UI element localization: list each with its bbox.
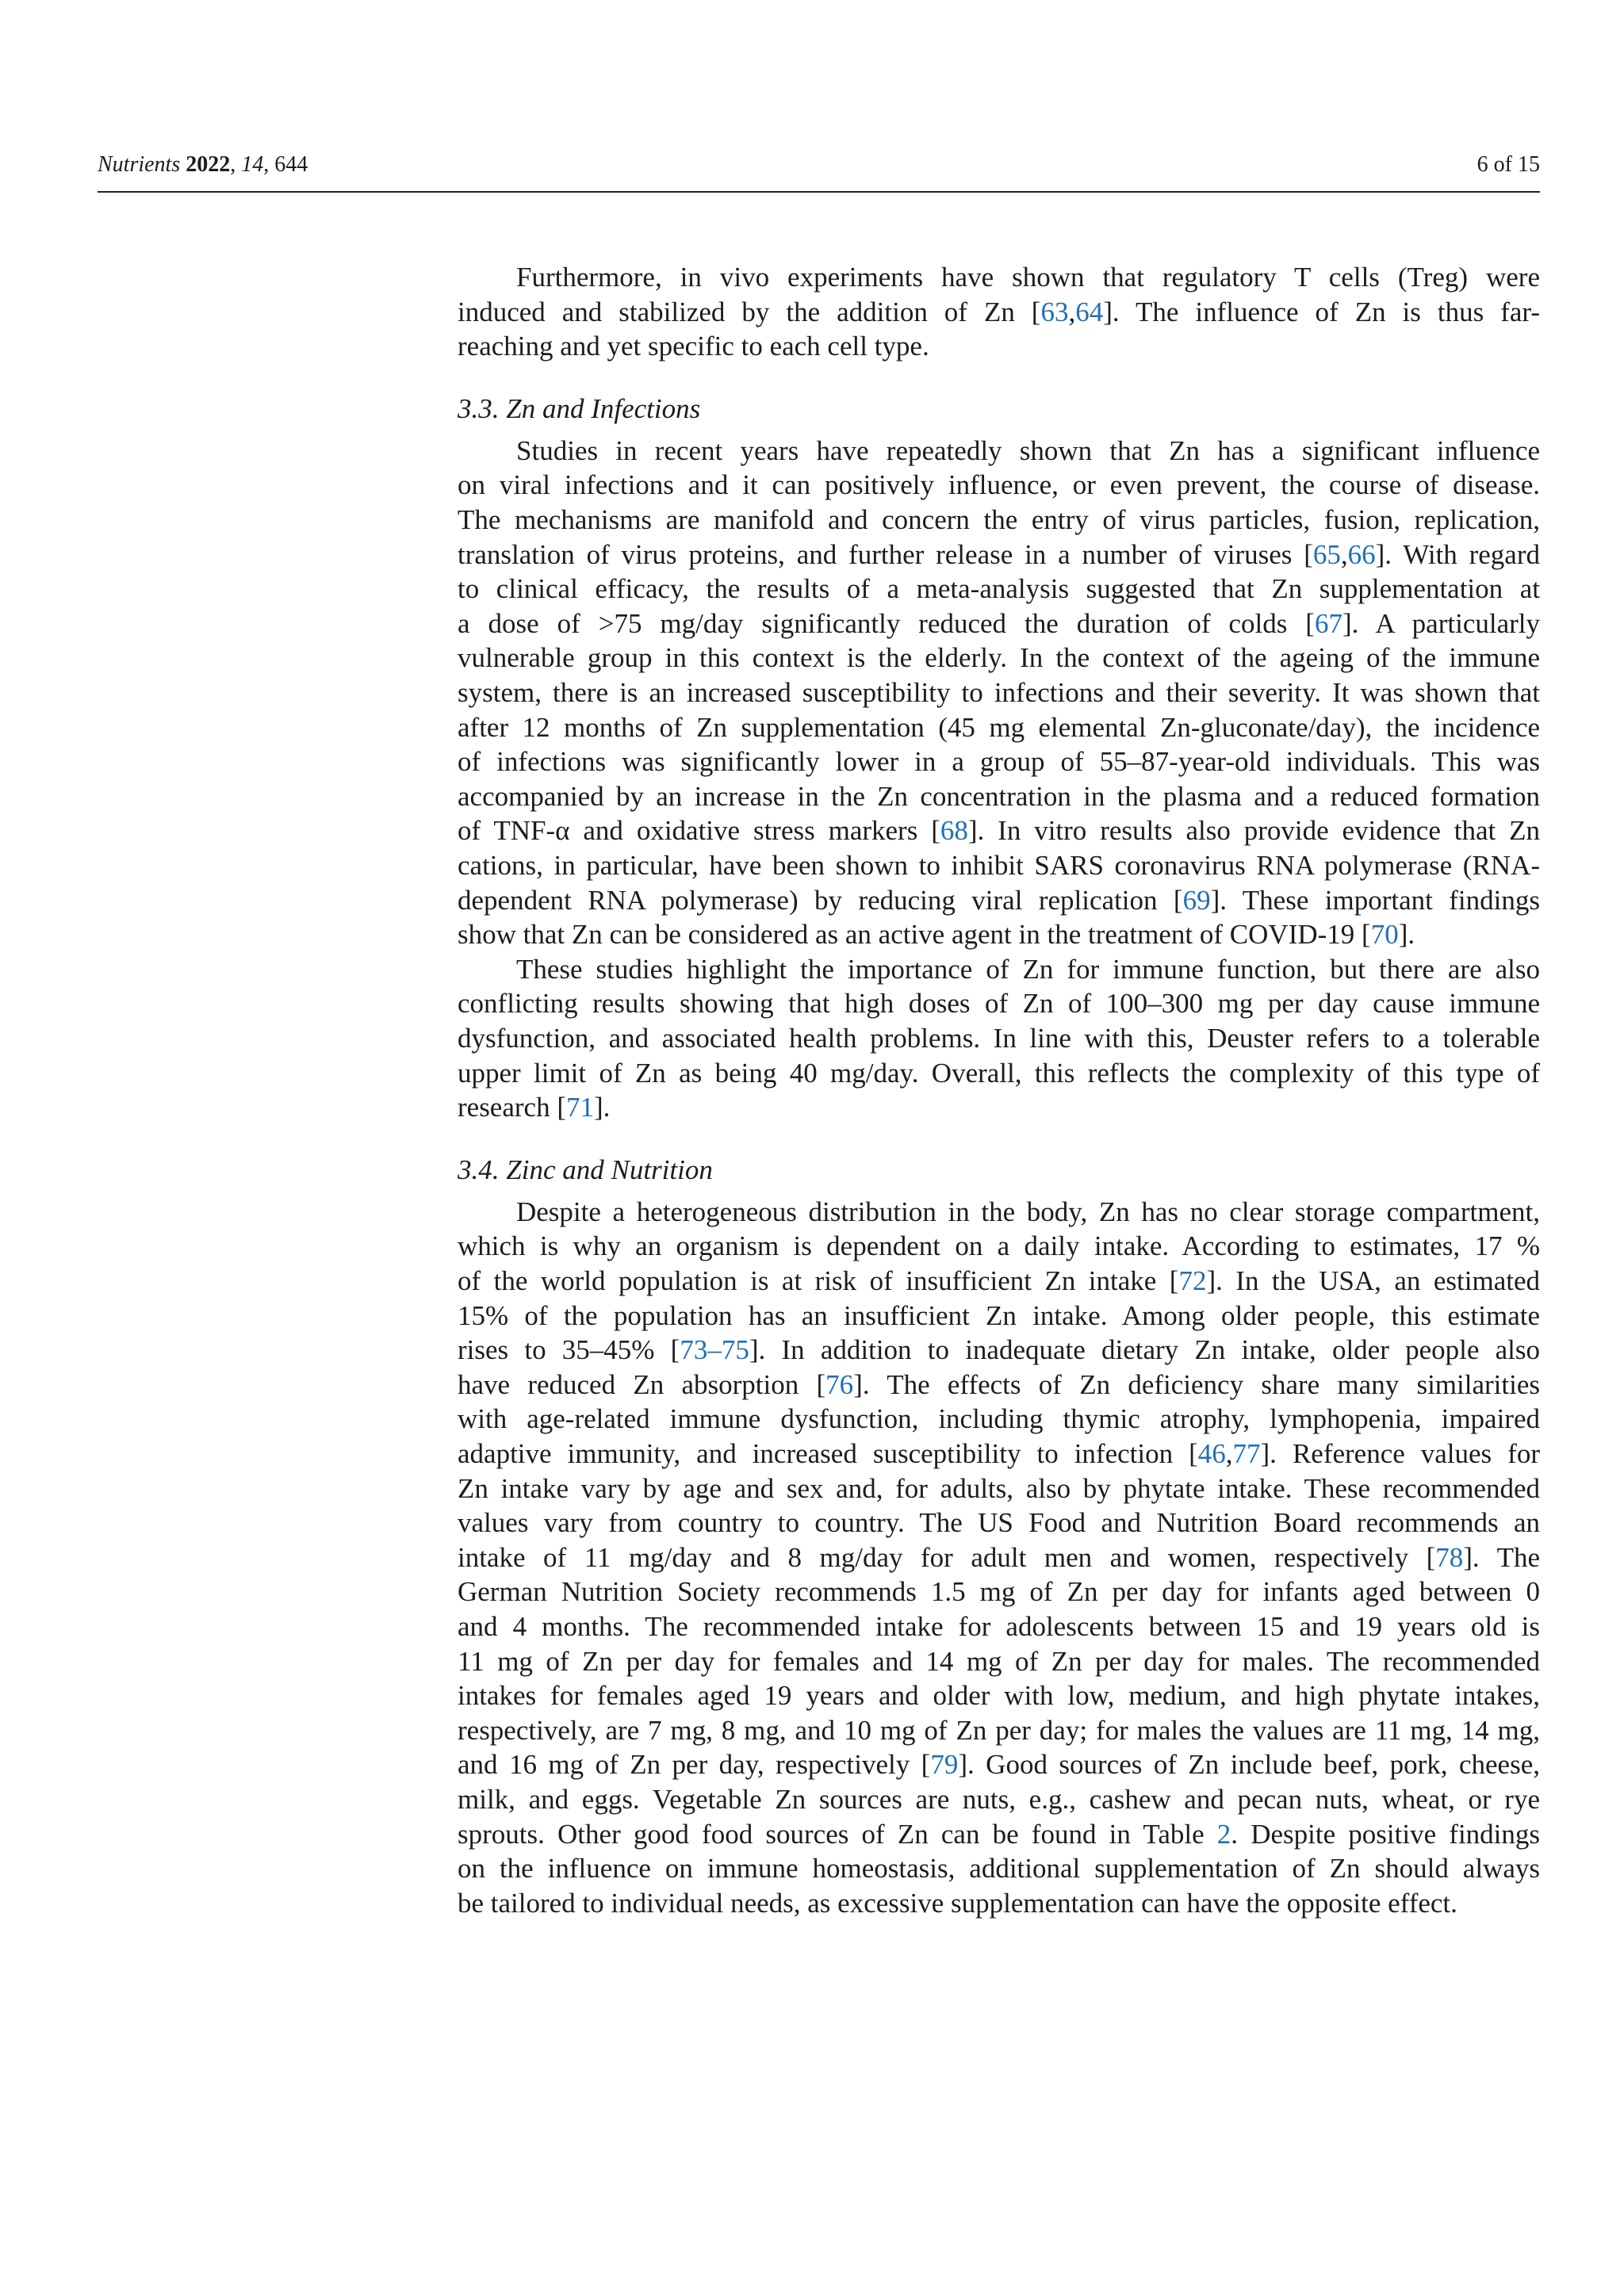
citation-link[interactable]: 46 [1197,1438,1226,1469]
line-text: adaptive immunity, and increased susceptibility to infection [ [458,1438,1198,1469]
text-line [458,710,1540,745]
citation-link[interactable]: 66 [1347,538,1376,570]
text-line [458,1678,1540,1713]
citation-link[interactable]: 70 [1370,919,1399,951]
line-text: These studies highlight the importance of Zn for immune function, but there are also [516,953,1540,985]
line-text: conflicting results showing that high doses of Zn of 100–300 mg per day cause immune [458,988,1540,1020]
line-text: . Despite positive findings [1231,1818,1541,1850]
line-text: reaching and yet specific to each cell type. [458,331,929,362]
citation-link[interactable]: 67 [1314,607,1342,639]
line-text: sprouts. Other good food sources of Zn can be found in Table [458,1818,1217,1850]
text-line [458,917,1540,952]
line-text: to clinical efficacy, the results of a meta-analysis suggested that Zn supplementation at [458,573,1540,605]
volume-number: 14 [241,152,264,177]
line-text: intakes for females aged 19 years and older with low, medium, and high phytate intakes, [458,1680,1540,1712]
line-text: Zn intake vary by age and sex and, for adults, also by phytate intake. These recommended [458,1472,1540,1504]
line-text: research [ [458,1092,566,1123]
text-line [458,1195,1540,1230]
text-line [458,260,1540,295]
line-text: after 12 months of Zn supplementation (45 mg elemental Zn-gluconate/day), the incidence [458,711,1540,743]
line-text: with age-related immune dysfunction, including thymic atrophy, lymphopenia, impaired [458,1403,1540,1435]
citation-link[interactable]: 73–75 [680,1334,749,1366]
line-text: Furthermore, in vivo experiments have shown that regulatory T cells (Treg) were [516,262,1540,293]
text-line [458,1264,1540,1299]
text-line [458,986,1540,1021]
citation-link[interactable]: 77 [1232,1438,1261,1469]
text-line [458,744,1540,779]
line-text: ]. [593,1092,611,1123]
line-text: , [1225,1438,1233,1469]
citation-link[interactable]: 72 [1178,1265,1207,1297]
line-text: accompanied by an increase in the Zn concentration in the plasma and a reduced formation [458,780,1540,812]
line-text: dysfunction, and associated health problems. In line with this, Deuster refers to a tolerable [458,1022,1540,1054]
line-text: ]. These important findings [1210,884,1540,916]
line-text: ]. [1398,919,1415,951]
line-text: ]. A particularly [1342,607,1540,639]
text-line [458,1609,1540,1644]
text-line [458,434,1540,469]
line-text: values vary from country to country. The US Food and Nutrition Board recommends an [458,1507,1540,1539]
text-line [458,1506,1540,1540]
line-text: dependent RNA polymerase) by reducing viral replication [ [458,884,1183,916]
line-text: system, there is an increased susceptibility to infections and their severity. It was shown that [458,677,1540,709]
line-text: cations, in particular, have been shown to inhibit SARS coronavirus RNA polymerase (RNA- [458,850,1540,881]
page-number: 6 of 15 [1477,152,1540,177]
text-line [458,295,1540,330]
line-text: translation of virus proteins, and further release in a number of viruses [ [458,538,1313,570]
line-text: ]. In the USA, an estimated [1206,1265,1540,1297]
line-text: of infections was significantly lower in a group of 55–87-year-old individuals. This was [458,746,1540,778]
line-text: intake of 11 mg/day and 8 mg/day for adult men and women, respectively [ [458,1541,1436,1573]
article-body [458,260,1540,1920]
text-line [458,468,1540,503]
line-text: show that Zn can be considered as an active agent in the treatment of COVID-19 [ [458,919,1371,951]
line-text: and 16 mg of Zn per day, respectively [ [458,1749,931,1781]
text-line [458,1333,1540,1368]
paragraph [458,952,1540,1125]
citation-link[interactable]: 78 [1435,1541,1464,1573]
line-text: Studies in recent years have repeatedly shown that Zn has a significant influence [516,434,1540,466]
line-text: of the world population is at risk of insufficient Zn intake [ [458,1265,1179,1297]
text-line [458,1851,1540,1886]
article-number: 644 [274,152,308,177]
text-line [458,952,1540,987]
text-line [458,675,1540,710]
line-text: of TNF-α and oxidative stress markers [ [458,815,940,847]
line-text: a dose of >75 mg/day significantly reduced the duration of colds [ [458,607,1315,639]
text-line [458,1782,1540,1817]
text-line [458,1229,1540,1264]
text-line [458,1886,1540,1921]
text-line [458,1817,1540,1852]
text-line [458,1402,1540,1437]
text-line [458,641,1540,675]
text-line [458,1056,1540,1091]
text-line [458,329,1540,364]
paragraph [458,1195,1540,1920]
line-text: vulnerable group in this context is the elderly. In the context of the ageing of the immune [458,642,1540,674]
text-line [458,883,1540,918]
line-text: induced and stabilized by the addition of Zn [ [458,296,1041,327]
text-line [458,1747,1540,1782]
line-text: , [1068,296,1076,327]
citation-link[interactable]: 71 [565,1092,594,1123]
publication-year: 2022 [186,152,231,177]
text-line [458,1713,1540,1748]
citation-link[interactable]: 64 [1075,296,1104,327]
text-line [458,1575,1540,1609]
line-text: on viral infections and it can positively influence, or even prevent, the course of disease. [458,469,1540,501]
header-rule [98,191,1540,193]
line-text: ]. With regard [1375,538,1540,570]
citation-link[interactable]: 63 [1040,296,1069,327]
line-text: rises to 35–45% [ [458,1334,680,1366]
section-heading: 3.3. Zn and Infections [458,392,701,424]
line-text: ]. The influence of Zn is thus far- [1103,296,1541,327]
citation-link[interactable]: 79 [930,1749,959,1781]
line-text: on the influence on immune homeostasis, additional supplementation of Zn should always [458,1853,1540,1885]
line-text: ]. In addition to inadequate dietary Zn intake, older people also [749,1334,1540,1366]
text-line [458,813,1540,848]
line-text: Despite a heterogeneous distribution in the body, Zn has no clear storage compartment, [516,1196,1540,1227]
text-line [458,779,1540,814]
text-line [458,1437,1540,1471]
paragraph [458,260,1540,364]
citation-link[interactable]: 2 [1216,1818,1231,1850]
text-line [458,1021,1540,1056]
line-text: , [1340,538,1348,570]
line-text: 11 mg of Zn per day for females and 14 mg of Zn per day for males. The recommended [458,1645,1540,1677]
section-heading: 3.4. Zinc and Nutrition [458,1154,713,1185]
line-text: ]. In vitro results also provide evidence that Zn [967,815,1540,847]
line-text: ]. Good sources of Zn include beef, pork, cheese, [958,1749,1540,1781]
text-line [458,572,1540,607]
line-text: upper limit of Zn as being 40 mg/day. Overall, this reflects the complexity of this type of [458,1057,1540,1089]
text-line [458,1471,1540,1506]
citation-link[interactable]: 65 [1312,538,1341,570]
text-line [458,1368,1540,1402]
line-text: 15% of the population has an insufficient Zn intake. Among older people, this estimate [458,1299,1540,1331]
text-line [458,1644,1540,1679]
line-text: ]. The effects of Zn deficiency share many similarities [853,1368,1540,1400]
line-text: have reduced Zn absorption [ [458,1368,826,1400]
text-line [458,503,1540,538]
line-text: which is why an organism is dependent on a daily intake. According to estimates, 17 % [458,1230,1540,1262]
line-text: milk, and eggs. Vegetable Zn sources are nuts, e.g., cashew and pecan nuts, wheat, or rye [458,1783,1540,1815]
text-line [458,848,1540,883]
line-text: be tailored to individual needs, as excessive supplementation can have the opposite effect. [458,1887,1457,1919]
line-text: ]. Reference values for [1260,1438,1540,1469]
text-line [458,1090,1540,1125]
citation-link[interactable]: 69 [1182,884,1211,916]
journal-name: Nutrients [98,152,181,177]
text-line [458,1540,1540,1575]
text-line [458,1299,1540,1334]
line-text: ]. The [1463,1541,1540,1573]
line-text: German Nutrition Society recommends 1.5 mg of Zn per day for infants aged between 0 [458,1576,1540,1608]
text-line [458,607,1540,641]
citation-link[interactable]: 76 [825,1368,854,1400]
line-text: The mechanisms are manifold and concern the entry of virus particles, fusion, replication, [458,504,1540,536]
paragraph [458,434,1540,952]
text-line [458,538,1540,572]
running-head: Nutrients 2022, 14, 644 [98,152,308,177]
line-text: and 4 months. The recommended intake for adolescents between 15 and 19 years old is [458,1610,1540,1642]
citation-link[interactable]: 68 [940,815,968,847]
line-text: respectively, are 7 mg, 8 mg, and 10 mg of Zn per day; for males the values are 11 mg, 14 mg, [458,1714,1540,1746]
